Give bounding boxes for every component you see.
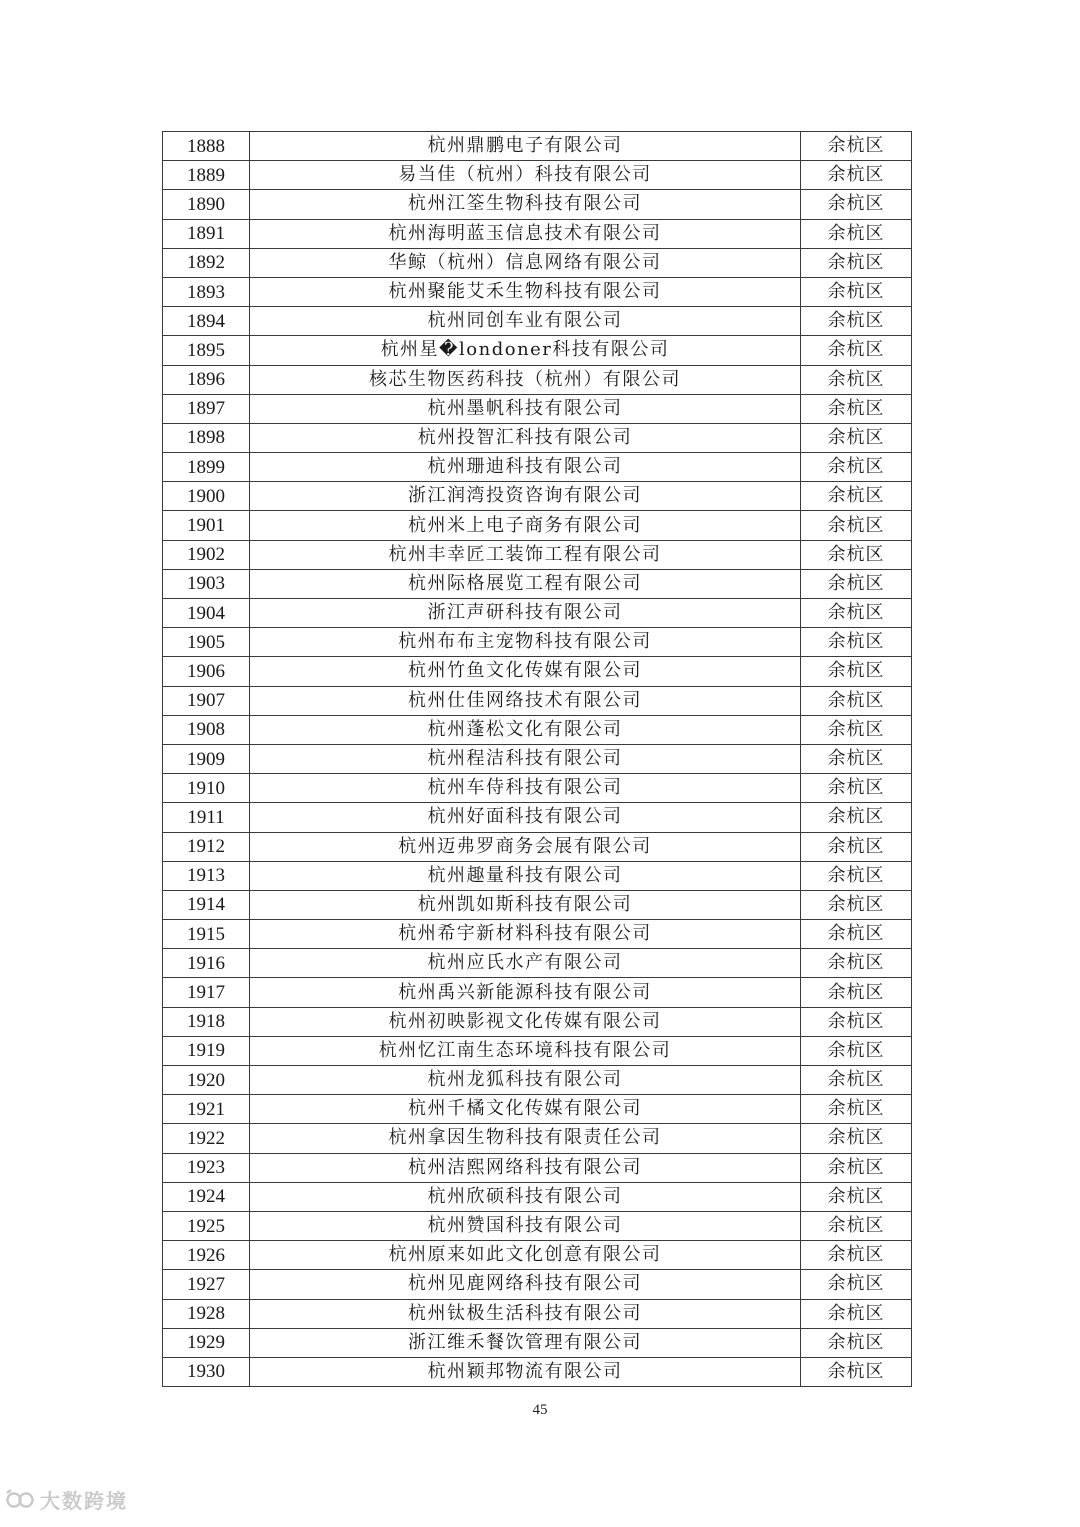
company-name: 杭州迈弗罗商务会展有限公司	[250, 832, 801, 861]
district: 余杭区	[801, 569, 912, 598]
company-name: 杭州拿因生物科技有限责任公司	[250, 1124, 801, 1153]
company-name: 杭州程洁科技有限公司	[250, 744, 801, 773]
table-row	[163, 132, 912, 161]
district: 余杭区	[801, 1036, 912, 1065]
company-name: 杭州欣硕科技有限公司	[250, 1182, 801, 1211]
logo-icon	[6, 1489, 36, 1511]
row-number: 1926	[163, 1241, 250, 1270]
table-row	[163, 248, 912, 277]
row-number: 1917	[163, 978, 250, 1007]
row-number: 1899	[163, 453, 250, 482]
district: 余杭区	[801, 774, 912, 803]
row-number: 1906	[163, 657, 250, 686]
district: 余杭区	[801, 628, 912, 657]
row-number: 1912	[163, 832, 250, 861]
company-name: 杭州禹兴新能源科技有限公司	[250, 978, 801, 1007]
district: 余杭区	[801, 1066, 912, 1095]
district: 余杭区	[801, 920, 912, 949]
district: 余杭区	[801, 657, 912, 686]
district: 余杭区	[801, 1328, 912, 1357]
company-name: 杭州竹鱼文化传媒有限公司	[250, 657, 801, 686]
district: 余杭区	[801, 803, 912, 832]
row-number: 1897	[163, 394, 250, 423]
district: 余杭区	[801, 248, 912, 277]
table-row	[163, 920, 912, 949]
table-row	[163, 832, 912, 861]
table-row	[163, 1357, 912, 1386]
row-number: 1902	[163, 540, 250, 569]
watermark-text: 大数跨境	[40, 1489, 128, 1513]
company-name: 杭州丰幸匠工装饰工程有限公司	[250, 540, 801, 569]
table-row	[163, 978, 912, 1007]
district: 余杭区	[801, 715, 912, 744]
row-number: 1891	[163, 219, 250, 248]
district: 余杭区	[801, 1299, 912, 1328]
row-number: 1921	[163, 1095, 250, 1124]
district: 余杭区	[801, 1211, 912, 1240]
row-number: 1916	[163, 949, 250, 978]
district: 余杭区	[801, 307, 912, 336]
row-number: 1920	[163, 1066, 250, 1095]
district: 余杭区	[801, 190, 912, 219]
row-number: 1893	[163, 277, 250, 306]
district: 余杭区	[801, 482, 912, 511]
company-name: 杭州趣量科技有限公司	[250, 861, 801, 890]
row-number: 1918	[163, 1007, 250, 1036]
company-name: 杭州聚能艾禾生物科技有限公司	[250, 277, 801, 306]
row-number: 1900	[163, 482, 250, 511]
table-row	[163, 890, 912, 919]
company-name: 杭州凯如斯科技有限公司	[250, 890, 801, 919]
district: 余杭区	[801, 599, 912, 628]
company-name: 杭州星�londoner科技有限公司	[250, 336, 801, 365]
district: 余杭区	[801, 511, 912, 540]
company-name: 华鲸（杭州）信息网络有限公司	[250, 248, 801, 277]
company-name: 杭州忆江南生态环境科技有限公司	[250, 1036, 801, 1065]
table-row	[163, 482, 912, 511]
row-number: 1903	[163, 569, 250, 598]
row-number: 1922	[163, 1124, 250, 1153]
table-body	[163, 132, 912, 1387]
district: 余杭区	[801, 861, 912, 890]
table-row	[163, 1211, 912, 1240]
table-row	[163, 949, 912, 978]
table-row	[163, 1299, 912, 1328]
row-number: 1929	[163, 1328, 250, 1357]
table-row	[163, 190, 912, 219]
district: 余杭区	[801, 744, 912, 773]
row-number: 1925	[163, 1211, 250, 1240]
company-name: 杭州布布主宠物科技有限公司	[250, 628, 801, 657]
watermark	[6, 1485, 128, 1514]
row-number: 1907	[163, 686, 250, 715]
table-row	[163, 774, 912, 803]
row-number: 1908	[163, 715, 250, 744]
row-number: 1892	[163, 248, 250, 277]
table-row	[163, 277, 912, 306]
company-name: 杭州洁熙网络科技有限公司	[250, 1153, 801, 1182]
table-row	[163, 540, 912, 569]
district: 余杭区	[801, 161, 912, 190]
table-row	[163, 599, 912, 628]
table-row	[163, 861, 912, 890]
table-row	[163, 336, 912, 365]
table-row	[163, 1328, 912, 1357]
row-number: 1898	[163, 423, 250, 452]
table-row	[163, 1241, 912, 1270]
district: 余杭区	[801, 1182, 912, 1211]
company-name: 杭州际格展览工程有限公司	[250, 569, 801, 598]
row-number: 1928	[163, 1299, 250, 1328]
company-name: 杭州见鹿网络科技有限公司	[250, 1270, 801, 1299]
district: 余杭区	[801, 394, 912, 423]
district: 余杭区	[801, 132, 912, 161]
row-number: 1895	[163, 336, 250, 365]
district: 余杭区	[801, 277, 912, 306]
district: 余杭区	[801, 219, 912, 248]
district: 余杭区	[801, 453, 912, 482]
table-row	[163, 1270, 912, 1299]
district: 余杭区	[801, 1007, 912, 1036]
district: 余杭区	[801, 1153, 912, 1182]
row-number: 1923	[163, 1153, 250, 1182]
company-name: 浙江维禾餐饮管理有限公司	[250, 1328, 801, 1357]
company-table	[162, 131, 912, 1387]
district: 余杭区	[801, 832, 912, 861]
row-number: 1914	[163, 890, 250, 919]
table-row	[163, 803, 912, 832]
company-name: 杭州车侍科技有限公司	[250, 774, 801, 803]
row-number: 1905	[163, 628, 250, 657]
company-name: 杭州蓬松文化有限公司	[250, 715, 801, 744]
district: 余杭区	[801, 1241, 912, 1270]
company-name: 杭州颖邦物流有限公司	[250, 1357, 801, 1386]
table-row	[163, 715, 912, 744]
company-name: 核芯生物医药科技（杭州）有限公司	[250, 365, 801, 394]
company-name: 杭州赞国科技有限公司	[250, 1211, 801, 1240]
row-number: 1915	[163, 920, 250, 949]
table-row	[163, 161, 912, 190]
company-name: 杭州米上电子商务有限公司	[250, 511, 801, 540]
page-number: 45	[532, 1402, 548, 1418]
row-number: 1901	[163, 511, 250, 540]
company-name: 杭州鼎鹏电子有限公司	[250, 132, 801, 161]
table-row	[163, 1036, 912, 1065]
company-name: 易当佳（杭州）科技有限公司	[250, 161, 801, 190]
district: 余杭区	[801, 890, 912, 919]
row-number: 1909	[163, 744, 250, 773]
row-number: 1904	[163, 599, 250, 628]
table-row	[163, 744, 912, 773]
company-name: 杭州希宇新材料科技有限公司	[250, 920, 801, 949]
company-name: 浙江声研科技有限公司	[250, 599, 801, 628]
company-name: 杭州江筌生物科技有限公司	[250, 190, 801, 219]
row-number: 1894	[163, 307, 250, 336]
table-row	[163, 307, 912, 336]
district: 余杭区	[801, 336, 912, 365]
company-name: 杭州珊迪科技有限公司	[250, 453, 801, 482]
row-number: 1889	[163, 161, 250, 190]
company-name: 杭州好面科技有限公司	[250, 803, 801, 832]
company-name: 杭州千橘文化传媒有限公司	[250, 1095, 801, 1124]
table-row	[163, 1095, 912, 1124]
table-row	[163, 1153, 912, 1182]
row-number: 1924	[163, 1182, 250, 1211]
company-name: 杭州龙狐科技有限公司	[250, 1066, 801, 1095]
row-number: 1910	[163, 774, 250, 803]
district: 余杭区	[801, 423, 912, 452]
table-row	[163, 394, 912, 423]
table-row	[163, 657, 912, 686]
table-row	[163, 628, 912, 657]
district: 余杭区	[801, 1095, 912, 1124]
company-name: 杭州初映影视文化传媒有限公司	[250, 1007, 801, 1036]
row-number: 1913	[163, 861, 250, 890]
district: 余杭区	[801, 1357, 912, 1386]
row-number: 1930	[163, 1357, 250, 1386]
company-name: 杭州投智汇科技有限公司	[250, 423, 801, 452]
table-row	[163, 569, 912, 598]
row-number: 1888	[163, 132, 250, 161]
row-number: 1896	[163, 365, 250, 394]
district: 余杭区	[801, 365, 912, 394]
company-name: 浙江润湾投资咨询有限公司	[250, 482, 801, 511]
district: 余杭区	[801, 686, 912, 715]
company-name: 杭州原来如此文化创意有限公司	[250, 1241, 801, 1270]
company-name: 杭州钛极生活科技有限公司	[250, 1299, 801, 1328]
district: 余杭区	[801, 1124, 912, 1153]
company-name: 杭州仕佳网络技术有限公司	[250, 686, 801, 715]
table-row	[163, 365, 912, 394]
table-row	[163, 423, 912, 452]
table-row	[163, 1007, 912, 1036]
district: 余杭区	[801, 1270, 912, 1299]
table-row	[163, 219, 912, 248]
company-name: 杭州海明蓝玉信息技术有限公司	[250, 219, 801, 248]
table-row	[163, 511, 912, 540]
table-row	[163, 453, 912, 482]
district: 余杭区	[801, 949, 912, 978]
table-row	[163, 1066, 912, 1095]
row-number: 1919	[163, 1036, 250, 1065]
table-row	[163, 1182, 912, 1211]
row-number: 1927	[163, 1270, 250, 1299]
district: 余杭区	[801, 540, 912, 569]
row-number: 1911	[163, 803, 250, 832]
company-name: 杭州应氏水产有限公司	[250, 949, 801, 978]
company-name: 杭州同创车业有限公司	[250, 307, 801, 336]
row-number: 1890	[163, 190, 250, 219]
table-row	[163, 686, 912, 715]
company-name: 杭州墨帆科技有限公司	[250, 394, 801, 423]
district: 余杭区	[801, 978, 912, 1007]
table-row	[163, 1124, 912, 1153]
